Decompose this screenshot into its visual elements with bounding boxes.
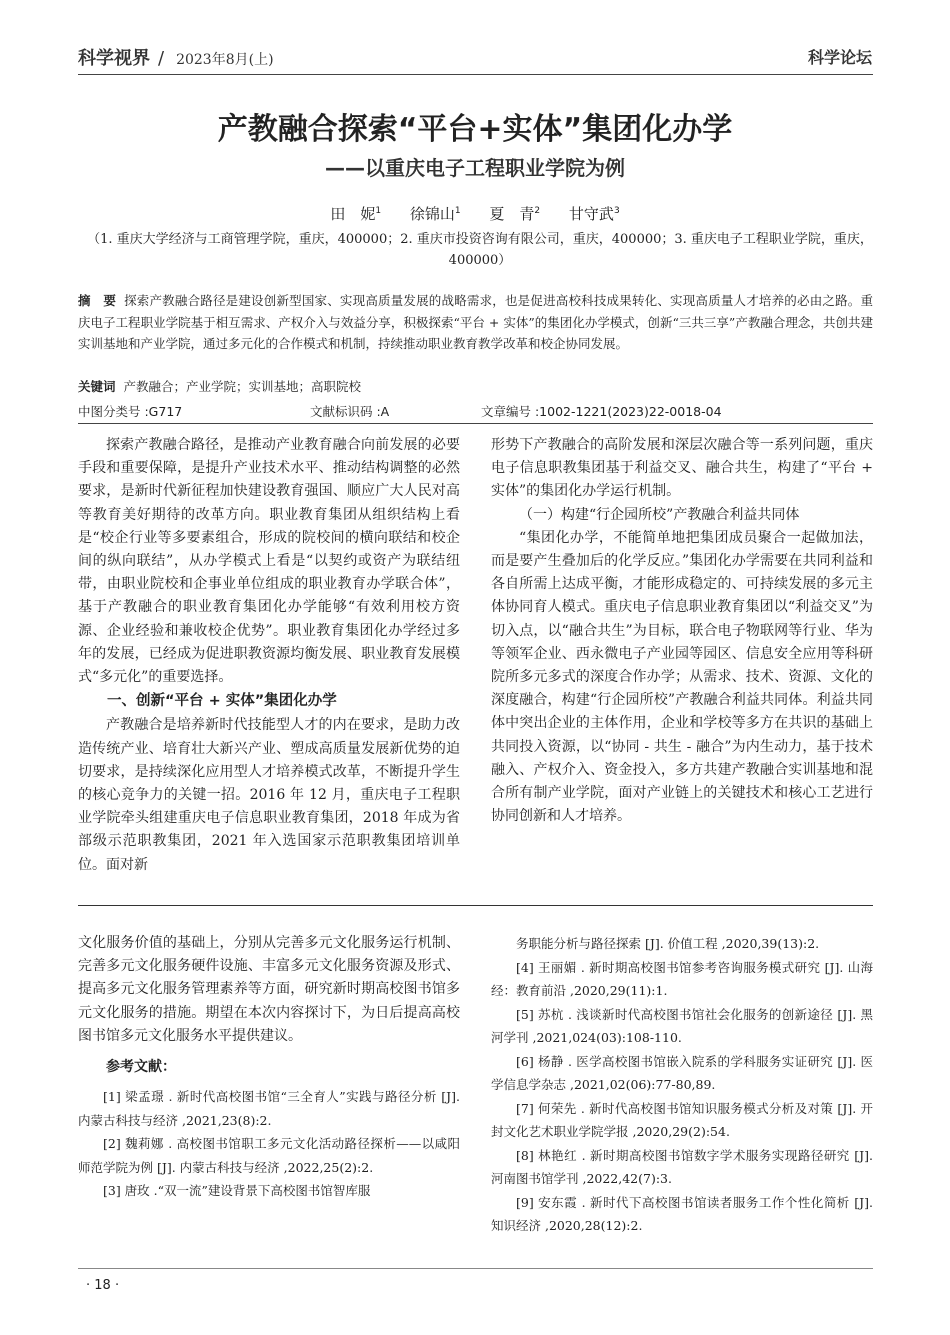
paragraph: 形势下产教融合的高阶发展和深层次融合等一系列问题，重庆电子信息职教集团基于利益交叉、融合共生，构建了“平台 + 实体”的集团化办学运行机制。: [491, 437, 873, 500]
document-code: 文献标识码 :A: [310, 404, 390, 419]
reference-continuation: 务职能分析与路径探索 [J]. 价值工程 ,2020,39(13):2.: [516, 936, 820, 951]
paragraph: 探索产教融合路径，是推动产业教育融合向前发展的必要手段和重要保障，是提升产业技术水平、推动结构调整的必然要求，是新时代新征程加快建设教育强国、顺应广大人民对高等教育美好期待的改革方向。职业教育集团从组织结构上看是“校企行业等多要素组合，形成的院校间的横向联结和校企间的纵向联结”，从办学模式上看是“以契约或资产为联结纽带，由职业院校和企事业单位组成的职业教育办学联合体”，基于产教融合的职业教育集团化办学能够“有效利用校方资源、企业经验和兼收校企优势”。职业教育集团化办学经过多年的发展，已经成为促进职教资源均衡发展、职业教育发展模式“多元化”的重要选择。: [78, 437, 460, 686]
header-rule: [78, 74, 873, 75]
section-heading: 一、创新“平台 + 实体”集团化办学: [107, 693, 337, 710]
article-subtitle: ——以重庆电子工程职业学院为例: [325, 156, 625, 180]
author: 田 妮$^1$: [330, 205, 382, 223]
journal-header: [78, 44, 274, 70]
reference-item: [2] 魏莉娜 . 高校图书馆职工多元文化活动路径探析——以咸阳师范学院为例 [J]. 内蒙古科技与经济 ,2022,25(2):2.: [78, 1136, 460, 1175]
footer-rule: [78, 1268, 873, 1269]
subsection-heading: （一）构建“行企园所校”产教融合利益共同体: [519, 506, 800, 523]
section-name: 科学论坛: [807, 48, 872, 67]
reference-item: [6] 杨静 . 医学高校图书馆嵌入院系的学科服务实证研究 [J]. 医学信息学杂志 ,2021,02(06):77-80,89.: [491, 1053, 873, 1092]
body-left-column: [78, 434, 460, 877]
section-divider: [78, 905, 873, 906]
journal-name: 科学视界: [78, 48, 150, 69]
clc-number: 中图分类号 :G717: [78, 404, 183, 419]
reference-item: [3] 唐玫 .“双一流”建设背景下高校图书馆智库服: [103, 1183, 371, 1199]
keywords-label: 关键词: [78, 379, 116, 394]
keywords-text: 产教融合；产业学院；实训基地；高职院校: [123, 379, 362, 394]
lower-left-column: [78, 932, 460, 1203]
issue-date: 2023年8月(上): [176, 52, 274, 68]
reference-item: [9] 安东霞 . 新时代下高校图书馆读者服务工作个性化简析 [J]. 知识经济 ,2020,28(12):2.: [491, 1194, 873, 1233]
article-title: 产教融合探索“平台+实体”集团化办学: [217, 112, 733, 147]
meta-rule: [78, 423, 873, 424]
reference-item: [8] 林艳红 . 新时期高校图书馆数字学术服务实现路径研究 [J]. 河南图书馆学刊 ,2022,42(7):3.: [491, 1147, 873, 1186]
affiliations: （1. 重庆大学经济与工商管理学院，重庆，400000；2. 重庆市投资咨询有限公司，重庆，400000；3. 重庆电子工程职业学院，重庆，400000）: [87, 232, 873, 268]
reference-item: [1] 梁孟璟 . 新时代高校图书馆“三全育人”实践与路径分析 [J]. 内蒙古科技与经济 ,2021,23(8):2.: [78, 1089, 460, 1128]
lower-right-column: [491, 932, 873, 1238]
article-number: 文章编号 :1002-1221(2023)22-0018-04: [481, 404, 722, 419]
author: 徐锦山$^1$: [409, 205, 461, 223]
body-right-column: [491, 434, 873, 828]
keywords: [78, 377, 873, 395]
references-title: 参考文献：: [106, 1059, 176, 1076]
abstract-label: 摘 要: [78, 293, 117, 308]
author: 甘守武$^3$: [568, 205, 620, 223]
page-number: · 18 ·: [86, 1278, 120, 1293]
paragraph: 文化服务价值的基础上，分别从完善多元文化服务运行机制、完善多元文化服务硬件设施、丰富多元文化服务资源及形式、提高多元文化服务管理素养等方面，研究新时期高校图书馆多元文化服务的措施。期望在本次内容探讨下，为日后提高高校图书馆多元文化服务水平提供建议。: [78, 935, 460, 1044]
reference-item: [5] 苏杭 . 浅谈新时代高校图书馆社会化服务的创新途径 [J]. 黑河学刊 ,2021,024(03):108-110.: [491, 1006, 873, 1045]
abstract: [78, 290, 873, 355]
paragraph: “集团化办学，不能简单地把集团成员聚合一起做加法，而是要产生叠加后的化学反应。”集团化办学需要在共同利益和各自所需上达成平衡，才能形成稳定的、可持续发展的多元主体协同育人模式。重庆电子信息职业教育集团以“利益交叉”为切入点，以“融合共生”为目标，联合电子物联网等行业、华为等领军企业、西永微电子产业园等园区、信息安全应用等科研院所多元多式的深度合作办学；从需求、技术、资源、文化的深度融合，构建“行企园所校”产教融合利益共同体。利益共同体中突出企业的主体作用，企业和学校等多方在共识的基础上共同投入资源，以“协同 - 共生 - 融合”为内生动力，基于技术融入、产权介入、资金投入，多方共建产教融合实训基地和混合所有制产业学院，面对产业链上的关键技术和核心工艺进行协同创新和人才培养。: [491, 529, 873, 825]
header-separator: /: [158, 48, 165, 69]
reference-item: [4] 王丽媚 . 新时期高校图书馆参考咨询服务模式研究 [J]. 山海经：教育前沿 ,2020,29(11):1.: [491, 959, 873, 998]
paragraph: 产教融合是培养新时代技能型人才的内在要求，是助力改造传统产业、培育壮大新兴产业、塑成高质量发展新优势的迫切要求，是持续深化应用型人才培养模式改革，不断提升学生的核心竞争力的关键一招。2016 年 12 月，重庆电子工程职业学院牵头组建重庆电子信息职业教育集团，2018 年成为省部级示范职教集团，2021 年入选国家示范职教集团培训单位。面对新: [78, 717, 460, 873]
author-list: [0, 203, 950, 224]
author: 夏 青$^2$: [489, 205, 541, 223]
reference-item: [7] 何荣先 . 新时代高校图书馆知识服务模式分析及对策 [J]. 开封文化艺术职业学院学报 ,2020,29(2):54.: [491, 1100, 873, 1139]
abstract-text: 探索产教融合路径是建设创新型国家、实现高质量发展的战略需求，也是促进高校科技成果转化、实现高质量人才培养的必由之路。重庆电子工程职业学院基于相互需求、产权介入与效益分享，积极探索“平台 + 实体”的集团化办学模式，创新“三共三享”产教融合理念，共创共建实训基地和产业学院，通过多元化的合作模式和机制，持续推动职业教育教学改革和校企协同发展。: [78, 293, 873, 351]
